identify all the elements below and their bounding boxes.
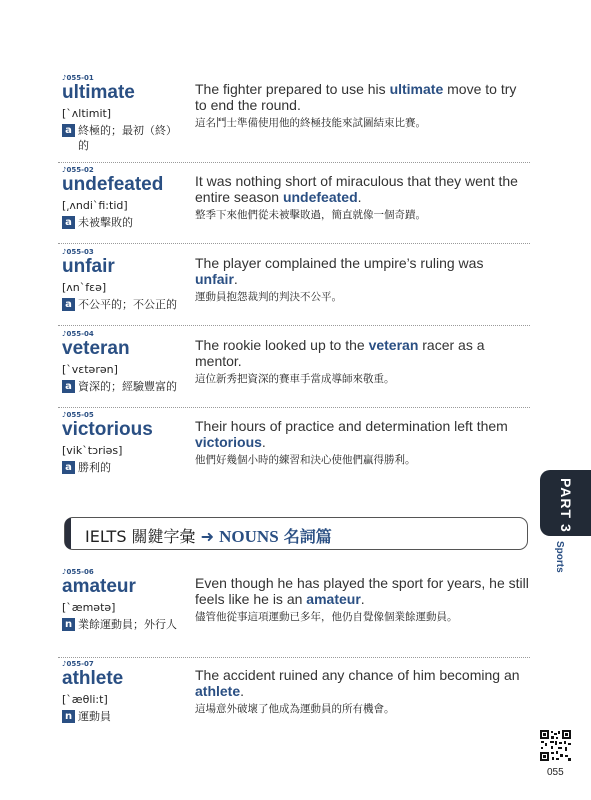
audio-track-label[interactable]: ♪055-04 xyxy=(62,330,94,338)
highlighted-word: amateur xyxy=(306,590,361,607)
phonetic: [ˋʌltimit] xyxy=(62,107,112,120)
phonetic: [͵ʌndiˋfi:tid] xyxy=(62,199,128,212)
chinese-meaning: 終極的；最初（終）的 xyxy=(78,124,177,152)
part-of-speech-badge: n xyxy=(62,618,75,631)
chinese-meaning: 資深的；經驗豐富的 xyxy=(78,380,177,393)
phonetic: [ˋvɛtərən] xyxy=(62,363,118,376)
headword: victorious xyxy=(62,419,153,440)
sentence-translation: 整季下來他們從未被擊敗過，簡直就像一個奇蹟。 xyxy=(195,209,426,221)
highlighted-word: athlete xyxy=(195,682,241,699)
audio-track-label[interactable]: ♪055-03 xyxy=(62,248,94,256)
sentence-translation: 他們好幾個小時的練習和決心使他們贏得勝利。 xyxy=(195,454,416,466)
example-sentence: The accident ruined any chance of him becoming an athlete. 這場意外破壞了他成為運動員的所有機會。 xyxy=(195,668,530,716)
banner-chinese-label: 名詞篇 xyxy=(283,527,332,546)
chinese-meaning: 勝利的 xyxy=(78,461,111,474)
chinese-meaning: 業餘運動員；外行人 xyxy=(78,618,177,631)
sentence-translation: 這位新秀把資深的賽車手當成導師來敬重。 xyxy=(195,373,395,385)
sentence-translation: 運動員抱怨裁判的判決不公平。 xyxy=(195,291,342,303)
highlighted-word: ultimate xyxy=(389,81,444,97)
chinese-meaning: 未被擊敗的 xyxy=(78,216,133,229)
audio-track-label[interactable]: ♪055-07 xyxy=(62,660,94,668)
headword: unfair xyxy=(62,256,115,277)
banner-title xyxy=(85,524,332,547)
banner-accent-bar xyxy=(65,518,71,549)
vocab-entry xyxy=(58,330,530,408)
section-banner xyxy=(64,517,528,550)
part-of-speech-badge: a xyxy=(62,298,75,311)
example-sentence: The rookie looked up to the veteran racer as a mentor. 這位新秀把資深的賽車手當成導師來敬重。 xyxy=(195,338,530,386)
page-number: 055 xyxy=(547,767,564,778)
highlighted-word: unfair xyxy=(195,270,234,287)
chinese-meaning: 運動員 xyxy=(78,710,111,723)
sentence-translation: 這名鬥士準備使用他的終極技能來試圖結束比賽。 xyxy=(195,117,426,129)
phonetic: [vikˋtɔriəs] xyxy=(62,444,123,457)
part-of-speech-badge: n xyxy=(62,710,75,723)
headword: undefeated xyxy=(62,174,164,195)
vocab-entry xyxy=(58,248,530,326)
phonetic: [ˋæmətə] xyxy=(62,601,116,614)
audio-track-label[interactable]: ♪055-02 xyxy=(62,166,94,174)
vocab-entry xyxy=(58,166,530,244)
arrow-icon: ➜ xyxy=(200,527,215,546)
sentence-translation: 儘管他從事這項運動已多年，他仍自覺像個業餘運動員。 xyxy=(195,611,458,623)
chinese-meaning: 不公平的；不公正的 xyxy=(78,298,177,311)
headword: veteran xyxy=(62,338,130,359)
example-sentence: Their hours of practice and determination left them victorious. 他們好幾個小時的練習和決心使他們贏得勝利。 xyxy=(195,419,530,467)
highlighted-word: veteran xyxy=(368,337,419,353)
highlighted-word: victorious xyxy=(195,433,262,450)
example-sentence: It was nothing short of miraculous that they went the entire season undefeated. 整季下來他們從未被擊敗過，簡直就像一個奇蹟。 xyxy=(195,174,530,222)
headword: ultimate xyxy=(62,82,135,103)
part-of-speech-badge: a xyxy=(62,216,75,229)
banner-ielts-label: IELTS 關鍵字彙 xyxy=(85,527,196,546)
part-of-speech-badge: a xyxy=(62,124,75,137)
phonetic: [ʌnˋfɛə] xyxy=(62,281,107,294)
headword: athlete xyxy=(62,668,124,689)
example-sentence: The fighter prepared to use his ultimate move to try to end the round. 這名鬥士準備使用他的終極技能來試圖結束比賽。 xyxy=(195,82,530,130)
phonetic: [ˋæθli:t] xyxy=(62,693,108,706)
banner-nouns-label: NOUNS xyxy=(219,527,279,546)
vocab-entry xyxy=(58,411,530,488)
example-sentence: Even though he has played the sport for years, he still feels like he is an amateur. 儘管他從事這項運動已多年，他仍自覺像個業餘運動員。 xyxy=(195,575,529,623)
part-side-tab xyxy=(540,470,591,536)
qr-code-icon[interactable] xyxy=(539,729,572,762)
sentence-translation: 這場意外破壞了他成為運動員的所有機會。 xyxy=(195,703,395,715)
part-label: PART 3 xyxy=(558,478,574,533)
part-of-speech-badge: a xyxy=(62,461,75,474)
example-sentence: The player complained the umpire’s ruling was unfair. 運動員抱怨裁判的判決不公平。 xyxy=(195,256,530,304)
vocab-entry xyxy=(58,568,530,658)
audio-track-label[interactable]: ♪055-05 xyxy=(62,411,94,419)
headword: amateur xyxy=(62,576,136,597)
vocab-entry xyxy=(58,74,530,163)
vocab-entry xyxy=(58,660,530,737)
part-of-speech-badge: a xyxy=(62,380,75,393)
audio-track-label[interactable]: ♪055-06 xyxy=(62,568,94,576)
section-topic-label: Sports xyxy=(554,541,565,573)
highlighted-word: undefeated xyxy=(282,188,358,205)
audio-track-label[interactable]: ♪055-01 xyxy=(62,74,94,82)
